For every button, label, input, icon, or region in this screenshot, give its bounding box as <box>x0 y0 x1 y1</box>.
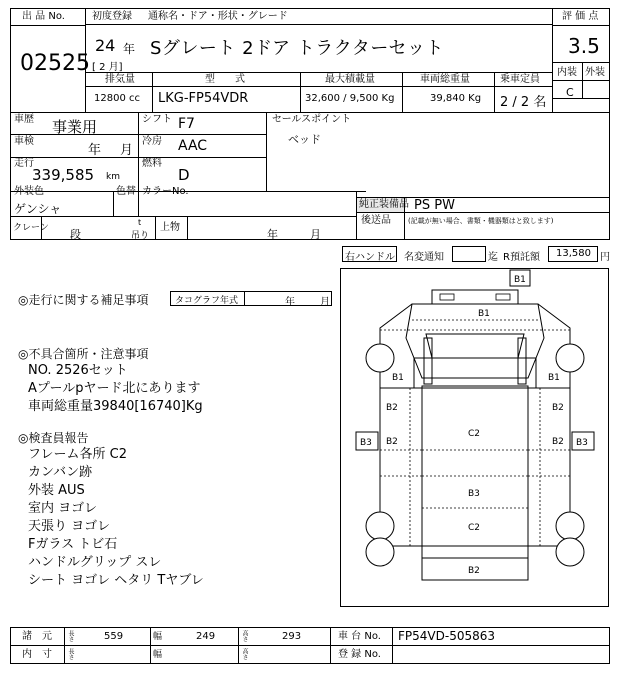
chassis-number: FP54VD-505863 <box>398 629 495 643</box>
inspection-label: 車検 <box>14 136 34 147</box>
inner-length-label: 長さ <box>67 648 74 660</box>
std-equipment-label: 純正装備品 <box>359 199 409 210</box>
tachograph-month-unit: 月 <box>320 297 330 308</box>
rhd-label: 右ハンドル <box>345 252 395 263</box>
damage-mark: B3 <box>468 489 480 499</box>
color-number-label: カラーNo. <box>142 186 189 197</box>
recycle-deposit-unit: 円 <box>600 252 610 263</box>
top-year-unit: 年 <box>267 228 278 241</box>
damage-mark: B2 <box>468 566 480 576</box>
height-label: 高さ <box>241 630 248 642</box>
mileage-value: 339,585 <box>32 166 95 184</box>
model-type-label: 型 式 <box>205 74 245 85</box>
interior-grade-label: 内装 <box>557 67 577 78</box>
exterior-grade-label: 外装 <box>585 67 605 78</box>
inner-dimensions-label: 内 寸 <box>22 649 52 660</box>
history-value: 事業用 <box>52 118 98 136</box>
modified-notice-label: 名変通知 <box>404 252 444 263</box>
recycle-deposit-label: R預託額 <box>503 252 540 263</box>
damage-mark: B2 <box>386 437 398 447</box>
defect-line: NO. 2526セット <box>28 363 128 378</box>
mileage-unit: km <box>106 172 120 182</box>
inspection-month-unit: 月 <box>120 143 134 158</box>
exterior-color-value: ゲンシャ <box>14 202 62 216</box>
length-label: 長さ <box>67 630 74 642</box>
crane-hang-unit: 吊り <box>131 231 150 241</box>
tachograph-label: タコグラフ年式 <box>175 296 239 306</box>
top-month-unit: 月 <box>310 228 321 241</box>
tachograph-year-unit: 年 <box>285 297 295 308</box>
mileage-label: 走行 <box>14 158 34 169</box>
recycle-deposit-value: 13,580 <box>556 248 591 259</box>
gross-weight-label: 車両総重量 <box>420 74 470 85</box>
max-load-label: 最大積載量 <box>325 74 375 85</box>
damage-mark: B1 <box>478 309 490 319</box>
inspector-line: シート ヨゴレ ヘタリ Tヤブレ <box>28 573 204 588</box>
history-label: 車歴 <box>14 114 34 125</box>
model-type-value: LKG-FP54VDR <box>158 91 249 106</box>
damage-mark: B2 <box>552 437 564 447</box>
damage-mark: C2 <box>468 523 481 533</box>
displacement-label: 排気量 <box>105 74 135 85</box>
crane-stage-unit: 段 <box>70 228 81 241</box>
until-mark: 迄 <box>488 252 498 263</box>
displacement-value: 12800 cc <box>94 93 140 104</box>
capacity-value: 2 / 2 名 <box>500 95 547 110</box>
damage-mark: C2 <box>468 429 481 439</box>
crane-ton-unit: t <box>138 218 142 227</box>
crane-label: クレーン <box>13 223 49 233</box>
color-change-label: 色替 <box>116 186 136 197</box>
inspector-line: フレーム各所 C2 <box>28 447 127 462</box>
fuel-value: D <box>178 166 190 184</box>
shift-value: F7 <box>178 116 195 132</box>
overall-score: 3.5 <box>568 34 600 58</box>
inspector-line: Fガラス トビ石 <box>28 537 118 552</box>
registration-month: [ 2 月] <box>92 62 123 73</box>
length-value: 559 <box>104 631 124 642</box>
inner-height-label: 高さ <box>241 648 248 660</box>
sales-points-label: セールスポイント <box>272 114 352 125</box>
damage-mark: B1 <box>392 373 404 383</box>
gross-weight-value: 39,840 Kg <box>430 93 482 104</box>
inner-width-label: 幅 <box>153 650 163 660</box>
damage-mark: B2 <box>386 403 398 413</box>
year-unit: 年 <box>123 42 136 56</box>
modified-notice-box <box>452 246 486 262</box>
capacity-label: 乗車定員 <box>500 74 540 85</box>
sales-points-value: ベッド <box>288 133 321 146</box>
diagram-b1-box-label: B1 <box>514 275 526 285</box>
interior-grade: C <box>566 86 574 99</box>
defect-line: Aプールpヤード北にあります <box>28 381 201 396</box>
height-value: 293 <box>282 631 302 642</box>
inspector-line: 室内 ヨゴレ <box>28 501 98 516</box>
shift-label: シフト <box>142 114 172 125</box>
diagram-b3-left-box-label: B3 <box>360 438 372 448</box>
lot-number-label: 出 品 No. <box>22 11 65 22</box>
damage-mark: B2 <box>552 403 564 413</box>
ac-label: 冷房 <box>142 136 162 147</box>
fuel-label: 燃料 <box>142 158 162 169</box>
inspector-report-heading: ◎検査員報告 <box>18 431 89 445</box>
dimensions-label: 諸 元 <box>22 631 52 642</box>
lot-number: 02525 <box>20 51 90 76</box>
width-label: 幅 <box>153 632 163 642</box>
std-equipment-value: PS PW <box>414 198 455 213</box>
width-value: 249 <box>196 631 216 642</box>
model-name: Sグレート 2ドア トラクターセット <box>150 38 445 59</box>
vehicle-damage-diagram <box>340 268 610 608</box>
defects-heading: ◎不具合箇所・注意事項 <box>18 347 149 361</box>
inspector-line: 天張り ヨゴレ <box>28 519 111 534</box>
aftermarket-note: (記載が無い場合、書類・機器類はと致します) <box>408 217 554 225</box>
first-registration-label: 初度登録 <box>92 11 132 22</box>
aftermarket-label: 後送品 <box>361 215 391 226</box>
model-description-label: 通称名・ドア・形状・グレード <box>148 11 288 22</box>
inspector-line: ハンドルグリップ スレ <box>28 555 162 570</box>
exterior-color-label: 外装色 <box>14 186 44 197</box>
damage-mark: B1 <box>548 373 560 383</box>
driving-notes-heading: ◎走行に関する補足事項 <box>18 293 149 307</box>
chassis-number-label: 車 台 No. <box>338 631 381 642</box>
ac-value: AAC <box>178 138 208 154</box>
inspection-year-unit: 年 <box>88 143 102 158</box>
inspector-line: カンバン跡 <box>28 465 93 480</box>
diagram-b3-right-box-label: B3 <box>576 438 588 448</box>
top-label: 上物 <box>160 222 180 233</box>
registration-year: 24 <box>95 36 116 55</box>
score-label: 評 価 点 <box>562 11 599 22</box>
defect-line: 車両総重量39840[16740]Kg <box>28 399 203 414</box>
inspector-line: 外装 AUS <box>28 483 85 498</box>
registration-number-label: 登 録 No. <box>338 649 381 660</box>
max-load-value: 32,600 / 9,500 Kg <box>305 93 395 104</box>
